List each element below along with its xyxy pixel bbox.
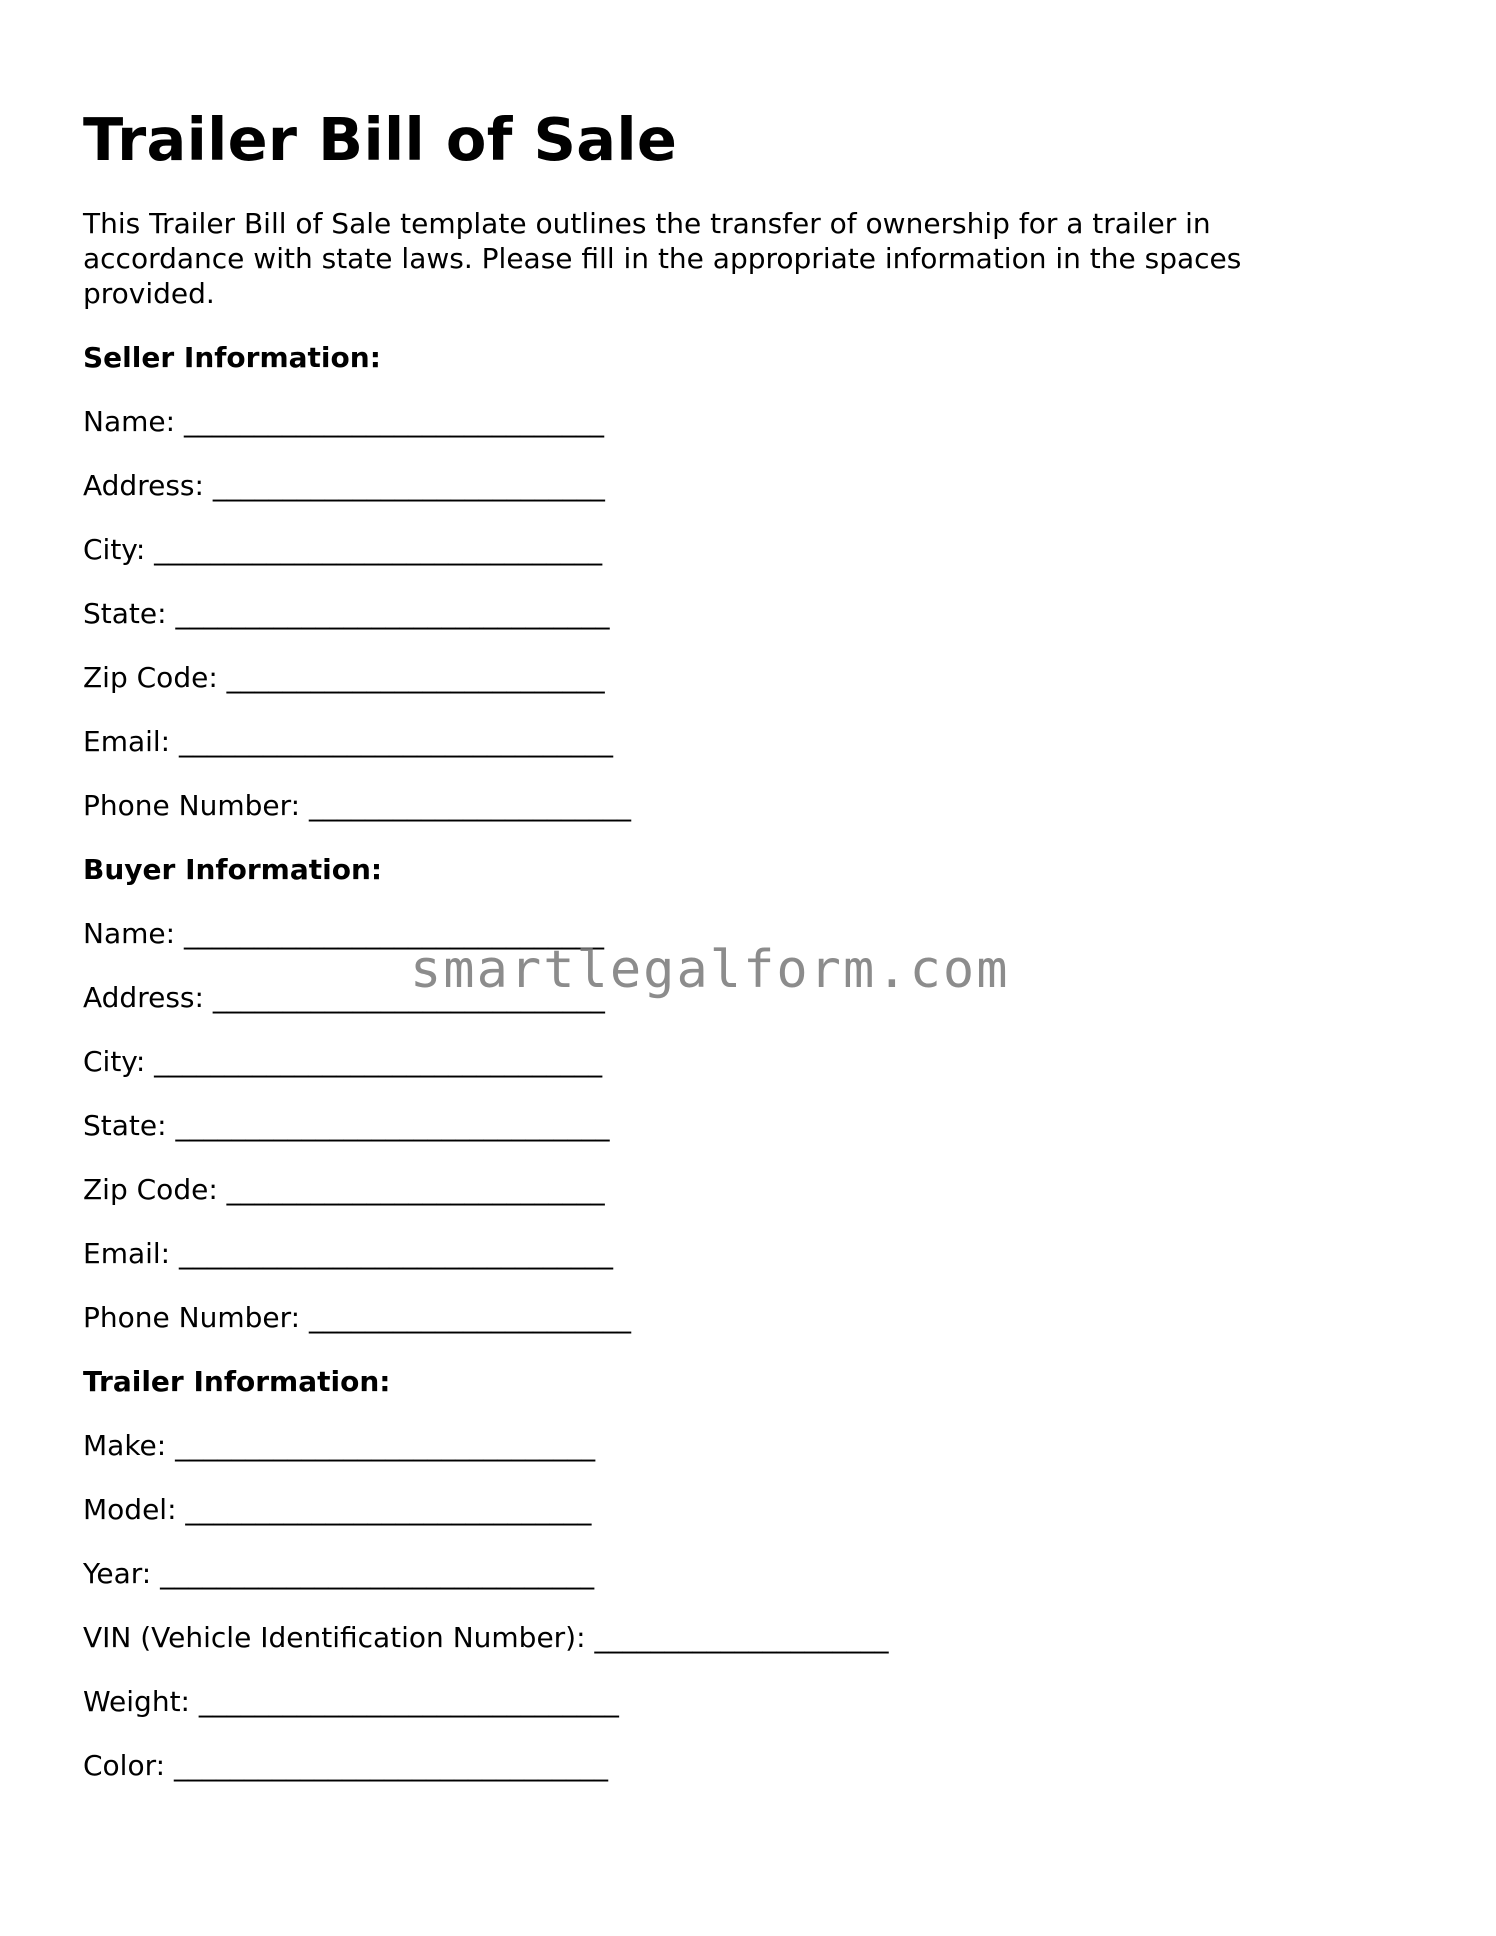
trailer-vin-field[interactable]: VIN (Vehicle Identification Number): _____________________ xyxy=(83,1621,889,1654)
buyer-address-field[interactable]: Address: ____________________________ xyxy=(83,981,605,1014)
seller-email-field[interactable]: Email: _______________________________ xyxy=(83,725,614,758)
buyer-state-field[interactable]: State: _______________________________ xyxy=(83,1109,610,1142)
seller-phone-field[interactable]: Phone Number: _______________________ xyxy=(83,789,631,822)
seller-name-field[interactable]: Name: ______________________________ xyxy=(83,405,604,438)
trailer-section-heading: Trailer Information: xyxy=(83,1365,391,1398)
intro-paragraph: This Trailer Bill of Sale template outlines the transfer of ownership for a trailer in accordance with state laws. Please fill in the appropriate information in the spaces provided. xyxy=(83,207,1242,310)
seller-address-field[interactable]: Address: ____________________________ xyxy=(83,469,605,502)
buyer-phone-field[interactable]: Phone Number: _______________________ xyxy=(83,1301,631,1334)
document-title: Trailer Bill of Sale xyxy=(83,105,678,174)
trailer-year-field[interactable]: Year: _______________________________ xyxy=(83,1557,595,1590)
buyer-name-field[interactable]: Name: ______________________________ xyxy=(83,917,604,950)
buyer-section-heading: Buyer Information: xyxy=(83,853,383,886)
trailer-model-field[interactable]: Model: _____________________________ xyxy=(83,1493,592,1526)
buyer-email-field[interactable]: Email: _______________________________ xyxy=(83,1237,614,1270)
seller-city-field[interactable]: City: ________________________________ xyxy=(83,533,603,566)
seller-state-field[interactable]: State: _______________________________ xyxy=(83,597,610,630)
seller-zip-field[interactable]: Zip Code: ___________________________ xyxy=(83,661,605,694)
trailer-color-field[interactable]: Color: _______________________________ xyxy=(83,1749,608,1782)
trailer-make-field[interactable]: Make: ______________________________ xyxy=(83,1429,596,1462)
seller-section-heading: Seller Information: xyxy=(83,341,381,374)
trailer-weight-field[interactable]: Weight: ______________________________ xyxy=(83,1685,619,1718)
buyer-zip-field[interactable]: Zip Code: ___________________________ xyxy=(83,1173,605,1206)
watermark-text: smartlegalform.com xyxy=(410,940,1010,1000)
buyer-city-field[interactable]: City: ________________________________ xyxy=(83,1045,603,1078)
